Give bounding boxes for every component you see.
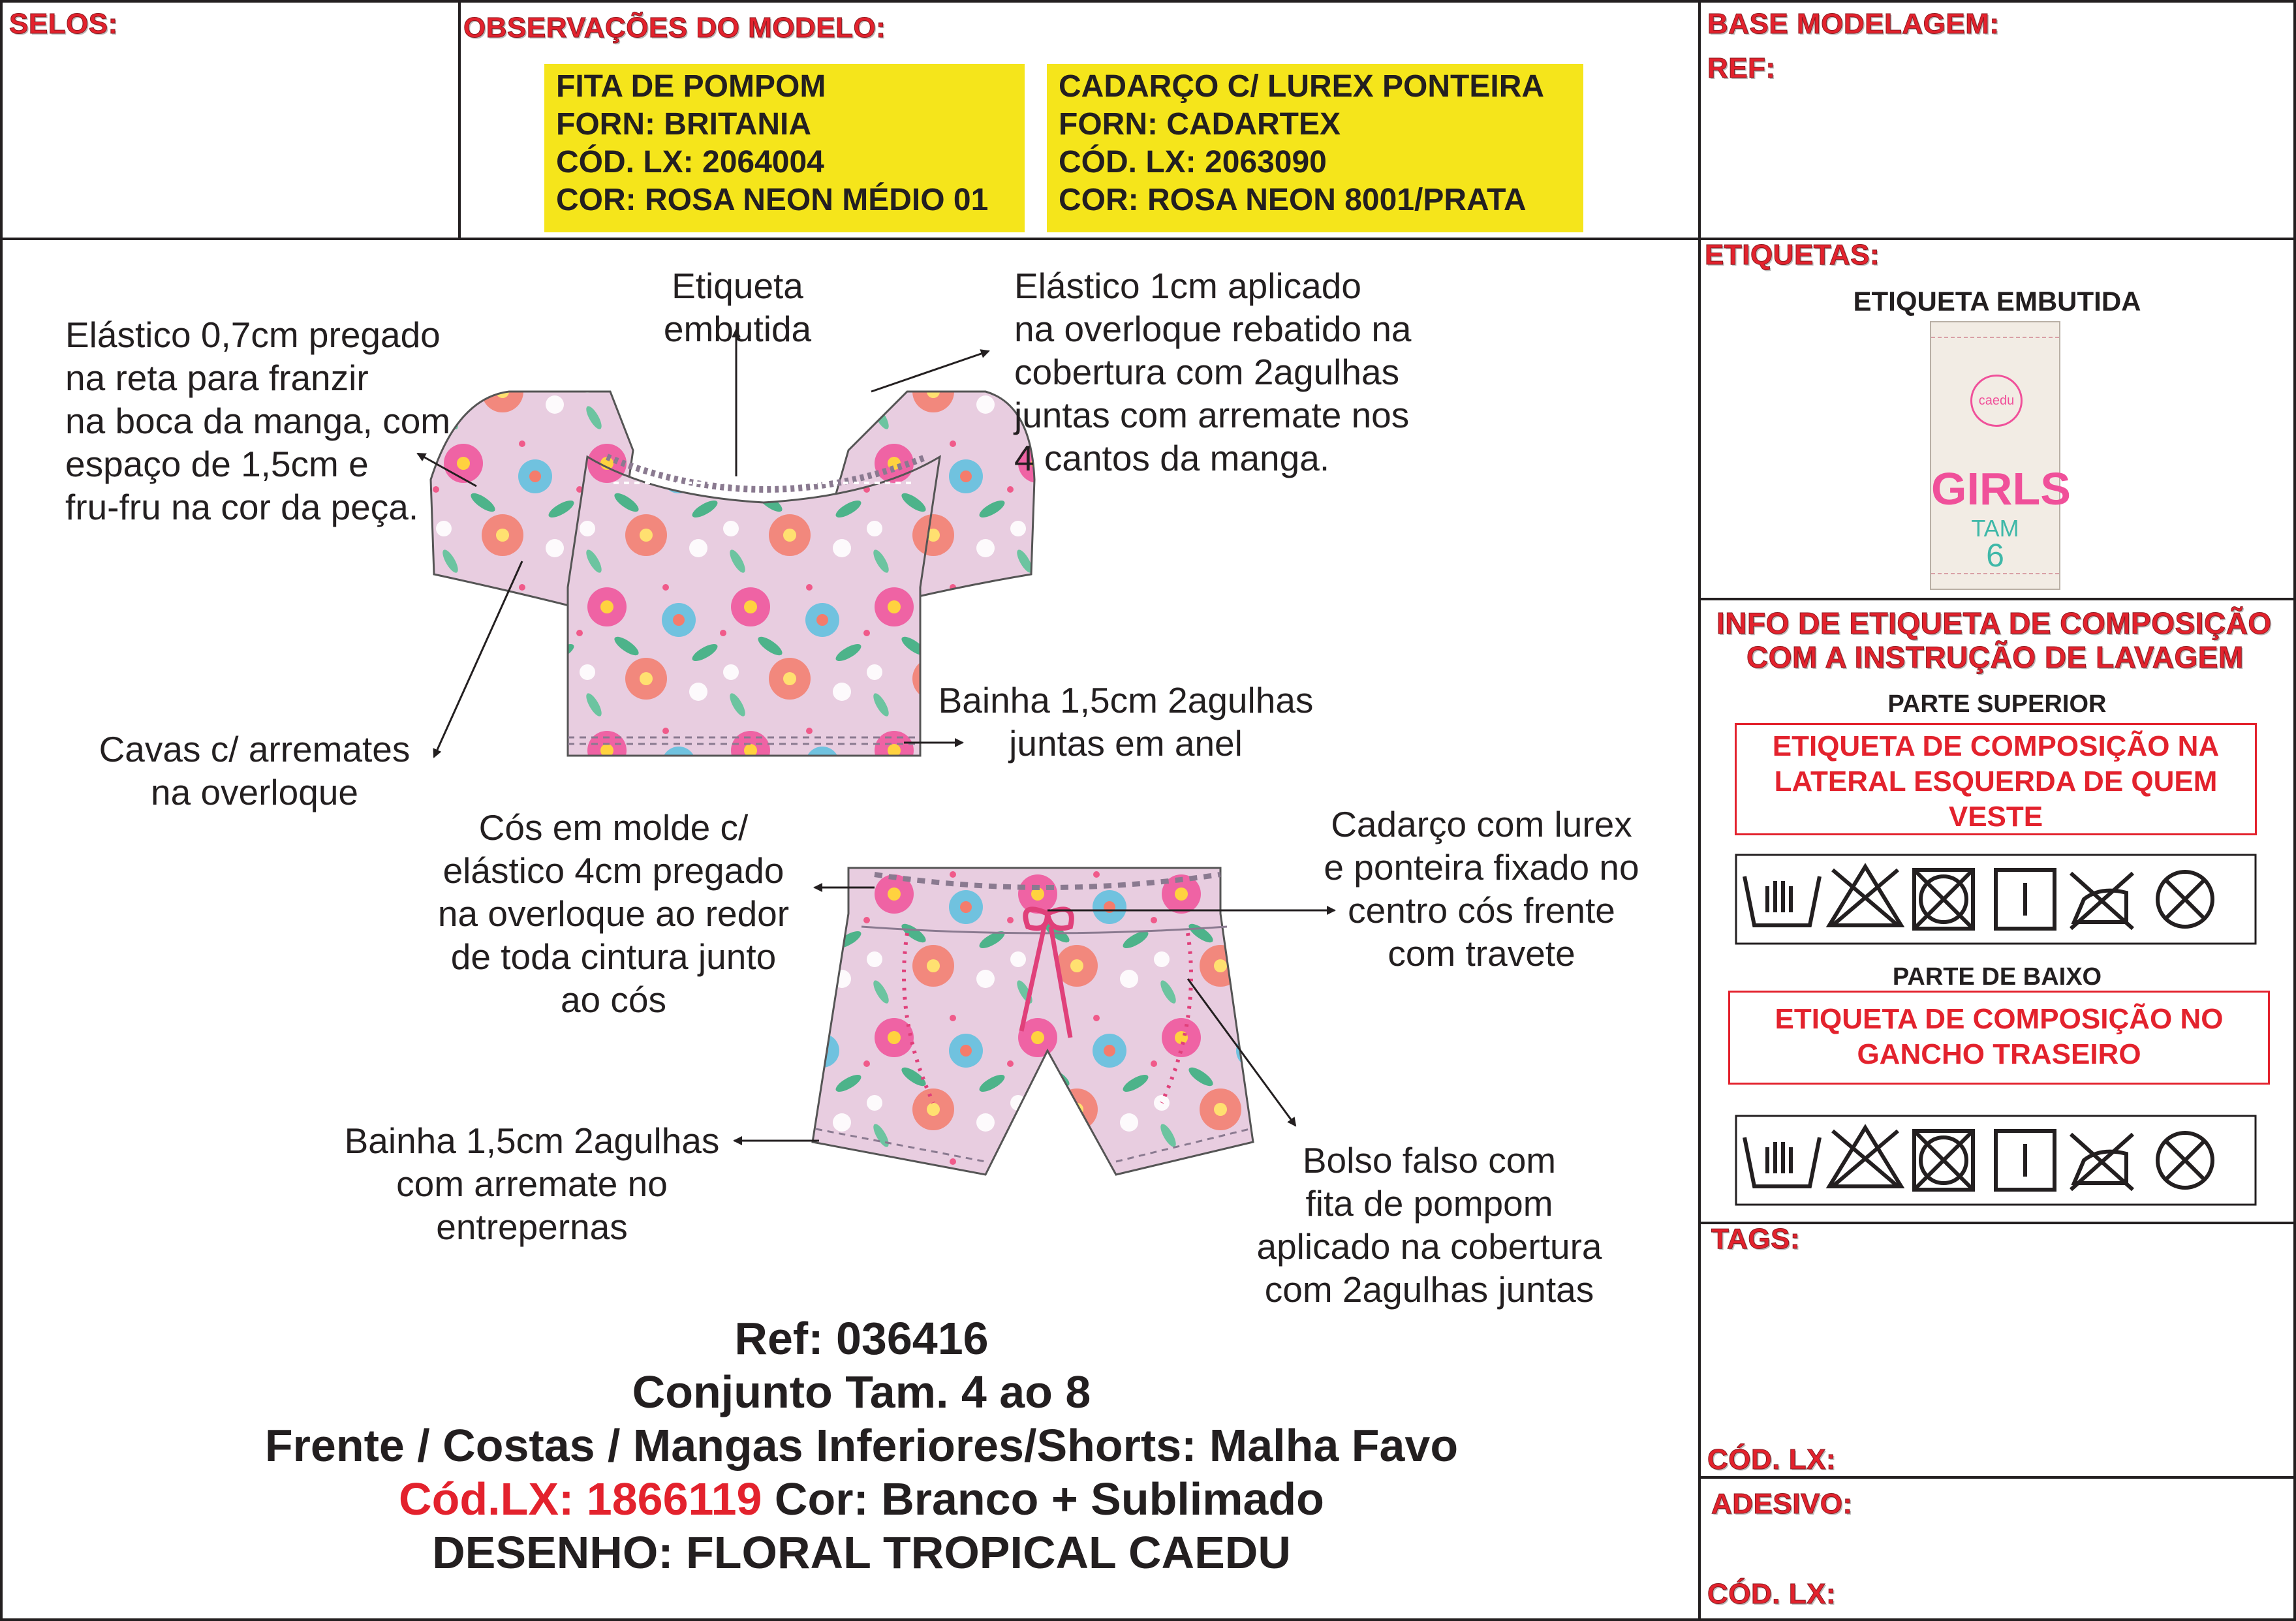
annotation-line: juntas em anel (1009, 723, 1243, 764)
no-bleach-icon (1829, 867, 1901, 925)
annotation-line: fru-fru na cor da peça. (65, 487, 419, 527)
parte-superior-label: PARTE SUPERIOR (1887, 690, 2107, 718)
washing-symbols-superior (1735, 854, 2257, 945)
no-bleach-icon (1829, 1128, 1901, 1186)
product-material: Frente / Costas / Mangas Inferiores/Shorts: Malha Favo (264, 1420, 1459, 1471)
info-composicao-title-2: COM A INSTRUÇÃO DE LAVAGEM (1746, 640, 2244, 674)
annotation-line: e ponteira fixado no (1324, 847, 1639, 888)
product-conjunto: Conjunto Tam. 4 ao 8 (632, 1366, 1091, 1417)
hand-wash-icon (1745, 876, 1820, 925)
annotation-line: na overloque (150, 772, 359, 812)
annotation-bainha-top (914, 679, 1338, 765)
supply-line: CÓD. LX: 2063090 (1059, 145, 1327, 179)
annotation-bolso (1233, 1139, 1625, 1311)
product-cod-lx: Cód.LX: 1866119 (399, 1474, 762, 1524)
annotation-line: Cavas c/ arremates (99, 729, 411, 769)
label-size: 6 (1986, 537, 2004, 574)
tags-cod-lx-label: CÓD. LX: (1707, 1443, 1837, 1475)
annotation-line: elástico 4cm pregado (442, 850, 784, 891)
etiqueta-embutida-title: ETIQUETA EMBUTIDA (1853, 286, 2141, 316)
annotation-line: na overloque rebatido na (1014, 309, 1412, 349)
annotation-line: embutida (663, 309, 812, 349)
no-dry-clean-icon (2158, 872, 2212, 927)
no-iron-icon (2071, 1134, 2133, 1190)
annotation-line: Elástico 1cm aplicado (1014, 266, 1361, 306)
supply-line: COR: ROSA NEON 8001/PRATA (1059, 183, 1527, 217)
annotation-line: de toda cintura junto (450, 936, 777, 977)
product-cod-cor (0, 1472, 1723, 1526)
annotation-line: entrepernas (436, 1207, 628, 1247)
annotation-line: na reta para franzir (65, 358, 369, 398)
adesivo-cod-lx-label: CÓD. LX: (1707, 1578, 1837, 1610)
supply-line: FORN: CADARTEX (1059, 107, 1341, 142)
product-desenho: DESENHO: FLORAL TROPICAL CAEDU (432, 1527, 1291, 1578)
composicao-line: VESTE (1948, 801, 2043, 833)
product-cor: Cor: Branco + Sublimado (762, 1474, 1324, 1524)
supply-line: CADARÇO C/ LUREX PONTEIRA (1059, 69, 1545, 104)
observacoes-label: OBSERVAÇÕES DO MODELO: (463, 12, 886, 44)
line-dry-icon (1996, 1131, 2055, 1190)
no-iron-icon (2071, 873, 2133, 929)
annotation-line: na overloque ao redor (437, 893, 790, 934)
composicao-line: ETIQUETA DE COMPOSIÇÃO NO (1775, 1003, 2224, 1035)
annotation-line: aplicado na cobertura (1256, 1226, 1602, 1267)
annotation-line: Bolso falso com (1302, 1140, 1557, 1181)
sidebar-box-tags (1698, 1222, 2296, 1479)
ref-label: REF: (1707, 52, 1776, 84)
label-fold-line (1931, 337, 2059, 338)
no-tumble-dry-icon (1914, 870, 1973, 929)
caedu-logo: caedu (1970, 375, 2023, 427)
annotation-line: Cadarço com lurex (1331, 804, 1632, 844)
supply-line: FITA DE POMPOM (556, 69, 826, 104)
annotation-line: com travete (1388, 933, 1575, 974)
supply-line: FORN: BRITANIA (556, 107, 812, 142)
product-ref: Ref: 036416 (734, 1313, 989, 1364)
annotation-line: Bainha 1,5cm 2agulhas (344, 1120, 720, 1161)
annotation-line: fita de pompom (1305, 1183, 1553, 1224)
label-tam: TAM (1971, 515, 2019, 542)
annotation-line: Elástico 0,7cm pregado (65, 315, 441, 355)
annotation-bainha-short (326, 1119, 737, 1248)
brand-label-tag (1930, 321, 2071, 590)
annotation-line: na boca da manga, com (65, 401, 451, 441)
annotation-elastico-07 (65, 313, 450, 529)
annotation-elastico-1 (1014, 264, 1412, 480)
composicao-line: GANCHO TRASEIRO (1857, 1038, 2141, 1070)
annotation-cadarco (1299, 803, 1664, 975)
annotation-line: cobertura com 2agulhas (1014, 352, 1400, 392)
line-dry-icon (1996, 870, 2055, 929)
annotation-cavas (65, 728, 444, 814)
supply-line: COR: ROSA NEON MÉDIO 01 (556, 183, 989, 217)
composicao-baixo-box (1728, 991, 2270, 1085)
annotation-line: 4 cantos da manga. (1014, 438, 1330, 478)
composicao-line: ETIQUETA DE COMPOSIÇÃO NA (1772, 730, 2220, 762)
annotation-line: Cós em molde c/ (478, 807, 749, 848)
annotation-line: com arremate no (396, 1164, 668, 1204)
washing-symbols-baixo (1735, 1115, 2257, 1206)
annotation-line: Etiqueta (672, 266, 803, 306)
shorts-garment (813, 868, 1253, 1175)
supply-line: CÓD. LX: 2064004 (556, 145, 824, 179)
annotation-line: espaço de 1,5cm e (65, 444, 369, 484)
annotation-line: centro cós frente (1348, 890, 1615, 931)
parte-de-baixo-label: PARTE DE BAIXO (1892, 963, 2102, 991)
label-girls: GIRLS (1931, 463, 2071, 514)
selos-label: SELOS: (9, 8, 118, 40)
no-tumble-dry-icon (1914, 1131, 1973, 1190)
no-dry-clean-icon (2158, 1133, 2212, 1188)
annotation-line: com 2agulhas juntas (1264, 1269, 1594, 1310)
info-composicao-title-1: INFO DE ETIQUETA DE COMPOSIÇÃO (1716, 606, 2272, 640)
adesivo-label: ADESIVO: (1711, 1488, 1853, 1520)
etiquetas-label: ETIQUETAS: (1705, 239, 1880, 271)
base-modelagem-label: BASE MODELAGEM: (1707, 8, 2000, 40)
annotation-etiqueta-embutida (653, 264, 822, 350)
composicao-superior-box (1735, 723, 2257, 835)
composicao-line: LATERAL ESQUERDA DE QUEM (1774, 765, 2218, 797)
hand-wash-icon (1745, 1137, 1820, 1186)
annotation-line: Bainha 1,5cm 2agulhas (938, 680, 1314, 720)
annotation-line: juntas com arremate nos (1014, 395, 1410, 435)
annotation-cos (418, 806, 809, 1021)
annotation-line: ao cós (560, 980, 667, 1020)
tags-label: TAGS: (1711, 1223, 1801, 1255)
